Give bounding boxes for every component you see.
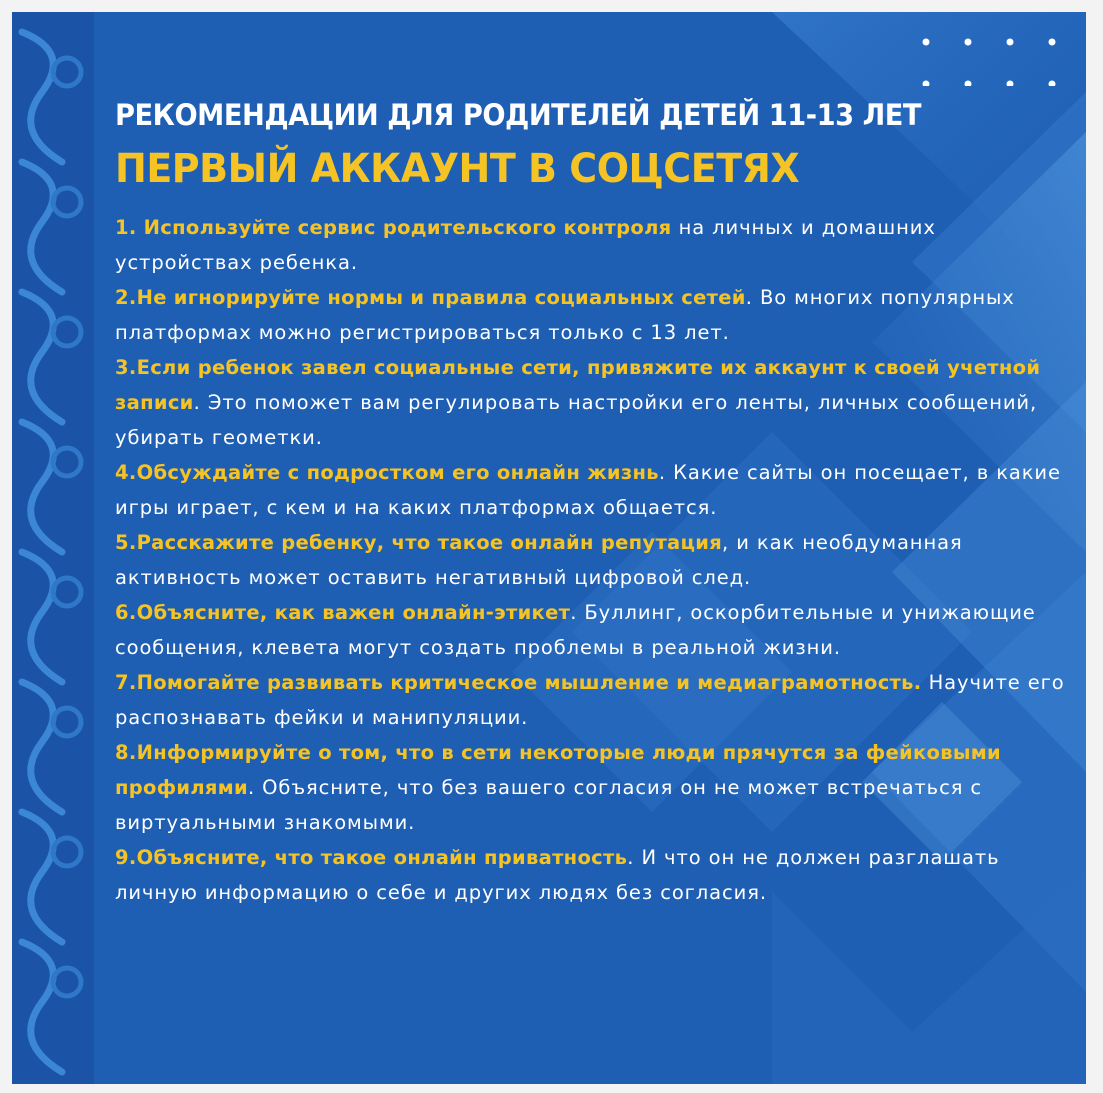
list-item <box>115 735 1065 840</box>
ornament-border <box>12 12 94 1084</box>
list-item <box>115 280 1065 350</box>
item-highlight: 7.Помогайте развивать критическое мышление и медиаграмотность. <box>115 671 922 694</box>
item-highlight: 4.Обсуждайте с подростком его онлайн жизнь <box>115 461 659 484</box>
item-highlight: 2.Не игнорируйте нормы и правила социальных сетей <box>115 286 746 309</box>
item-text: . Какие сайты он посещает, в какие игры играет, с кем и на каких платформах общается. <box>115 461 1061 519</box>
item-text: . И что он не должен разглашать личную информацию о себе и других людях без согласия. <box>115 846 1000 904</box>
item-text: . Это поможет вам регулировать настройки его ленты, личных сообщений, убирать геометки. <box>115 391 1038 449</box>
item-text: Научите его распознавать фейки и манипуляции. <box>115 671 1065 729</box>
recommendations-list <box>115 210 1065 910</box>
poster <box>12 12 1086 1084</box>
item-text: . Буллинг, оскорбительные и унижающие сообщения, клевета могут создать проблемы в реальной жизни. <box>115 601 1036 659</box>
item-highlight: 3.Если ребенок завел социальные сети, привяжите их аккаунт к своей учетной записи <box>115 356 1041 414</box>
decorative-dots <box>916 26 1066 86</box>
item-text: , и как необдуманная активность может оставить негативный цифровой след. <box>115 531 963 589</box>
item-text: на личных и домашних устройствах ребенка. <box>115 216 936 274</box>
page-title: ПЕРВЫЙ АККАУНТ В СОЦСЕТЯХ <box>115 146 800 192</box>
list-item <box>115 525 1065 595</box>
list-item <box>115 350 1065 455</box>
item-highlight: 1. Используйте сервис родительского контроля <box>115 216 672 239</box>
item-highlight: 8.Информируйте о том, что в сети некоторые люди прячутся за фейковыми профилями <box>115 741 1002 799</box>
item-highlight: 6.Объясните, как важен онлайн-этикет <box>115 601 571 624</box>
item-text: . Объясните, что без вашего согласия он не может встречаться с виртуальными знакомыми. <box>115 776 983 834</box>
list-item <box>115 595 1065 665</box>
list-item <box>115 210 1065 280</box>
list-item <box>115 665 1065 735</box>
item-highlight: 9.Объясните, что такое онлайн приватность <box>115 846 628 869</box>
list-item <box>115 840 1065 910</box>
subtitle: РЕКОМЕНДАЦИИ ДЛЯ РОДИТЕЛЕЙ ДЕТЕЙ 11-13 ЛЕТ <box>115 98 922 132</box>
item-text: . Во многих популярных платформах можно регистрироваться только с 13 лет. <box>115 286 1015 344</box>
content <box>115 98 1065 910</box>
list-item <box>115 455 1065 525</box>
item-highlight: 5.Расскажите ребенку, что такое онлайн репутация <box>115 531 723 554</box>
